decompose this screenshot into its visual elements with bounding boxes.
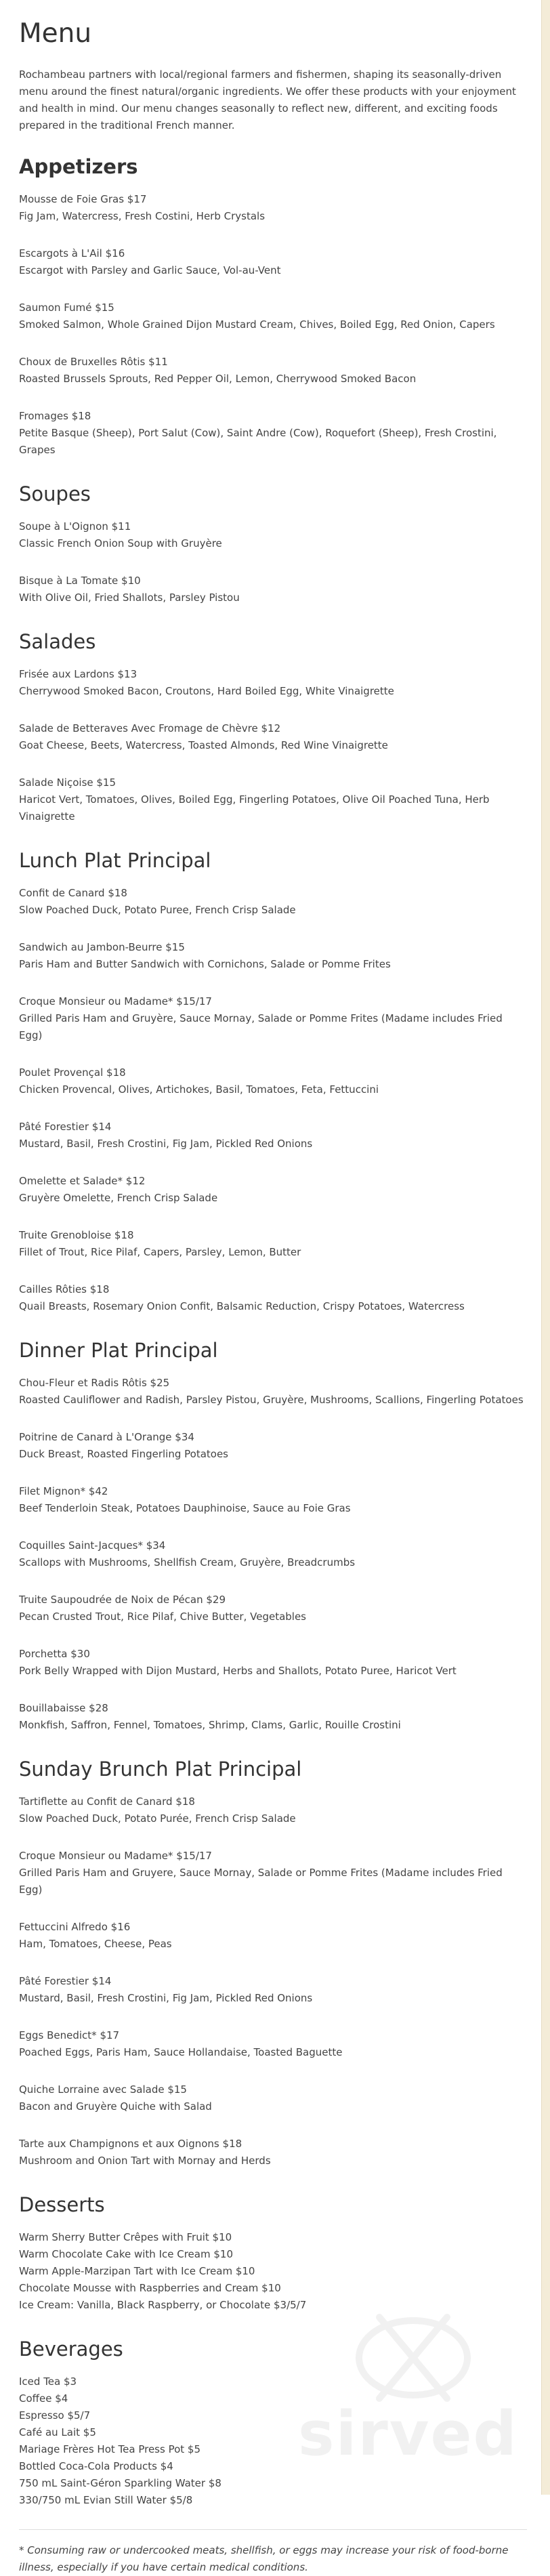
section-title: Lunch Plat Principal — [19, 849, 211, 872]
beverages-line: Iced Tea $3 — [19, 2375, 77, 2388]
menu-item-name: Bisque à La Tomate $10 — [19, 575, 141, 587]
menu-section — [19, 846, 527, 1315]
menu-item-name: Omelette et Salade* $12 — [19, 1175, 146, 1187]
desserts-line: Ice Cream: Vanilla, Black Raspberry, or Chocolate $3/5/7 — [19, 2299, 307, 2311]
menu-item-description: Pecan Crusted Trout, Rice Pilaf, Chive Butter, Vegetables — [19, 1611, 306, 1623]
menu-item-description: Mushroom and Onion Tart with Mornay and Herds — [19, 2155, 271, 2167]
menu-item-name: Truite Grenobloise $18 — [19, 1229, 134, 1241]
beverages-line: Bottled Coca-Cola Products $4 — [19, 2460, 173, 2472]
menu-item-name: Quiche Lorraine avec Salade $15 — [19, 2083, 187, 2096]
menu-item-description: Petite Basque (Sheep), Port Salut (Cow), Saint Andre (Cow), Roquefort (Sheep), Fresh Crostini, Grapes — [19, 427, 497, 456]
menu-item-name: Tartiflette au Confit de Canard $18 — [19, 1795, 195, 1808]
menu-item-name: Coquilles Saint-Jacques* $34 — [19, 1539, 166, 1552]
menu-item-description: Fig Jam, Watercress, Fresh Costini, Herb Crystals — [19, 210, 266, 222]
menu-item — [19, 1281, 527, 1315]
menu-item-description: Slow Poached Duck, Potato Purée, French Crisp Salade — [19, 1812, 296, 1825]
menu-section — [19, 1335, 527, 1734]
menu-item-description: Goat Cheese, Beets, Watercress, Toasted Almonds, Red Wine Vinaigrette — [19, 739, 388, 751]
menu-item-name: Frisée aux Lardons $13 — [19, 668, 138, 680]
menu-sections — [19, 152, 527, 2169]
menu-item-name: Eggs Benedict* $17 — [19, 2029, 120, 2041]
menu-item-description: Grilled Paris Ham and Gruyère, Sauce Mornay, Salade or Pomme Frites (Madame includes Fried Egg) — [19, 1012, 503, 1041]
fork-knife-icon — [298, 2297, 515, 2412]
menu-item — [19, 1592, 527, 1625]
menu-item-name: Bouillabaisse $28 — [19, 1702, 108, 1714]
beverages-line: Mariage Frères Hot Tea Press Pot $5 — [19, 2443, 201, 2455]
menu-item — [19, 2136, 527, 2169]
menu-item-name: Croque Monsieur ou Madame* $15/17 — [19, 1850, 212, 1862]
menu-item-name: Soupe à L'Oignon $11 — [19, 520, 131, 533]
menu-item — [19, 1848, 527, 1898]
menu-item-description: Pork Belly Wrapped with Dijon Mustard, Herbs and Shallots, Potato Puree, Haricot Vert — [19, 1665, 457, 1677]
menu-item-description: Paris Ham and Butter Sandwich with Cornichons, Salade or Pomme Frites — [19, 958, 391, 970]
menu-item-description: Escargot with Parsley and Garlic Sauce, Vol-au-Vent — [19, 264, 281, 276]
section-title: Appetizers — [19, 155, 138, 178]
menu-item — [19, 885, 527, 919]
menu-item — [19, 2081, 527, 2115]
menu-item-name: Chou-Fleur et Radis Rôtis $25 — [19, 1377, 170, 1389]
menu-item-description: Roasted Brussels Sprouts, Red Pepper Oil, Lemon, Cherrywood Smoked Bacon — [19, 373, 417, 385]
menu-item — [19, 1483, 527, 1517]
menu-item-name: Choux de Bruxelles Rôtis $11 — [19, 356, 168, 368]
menu-item-name: Pâté Forestier $14 — [19, 1121, 112, 1133]
menu-item-description: Beef Tenderloin Steak, Potatoes Dauphinoise, Sauce au Foie Gras — [19, 1502, 351, 1514]
menu-item-description: Slow Poached Duck, Potato Puree, French Crisp Salade — [19, 904, 296, 916]
menu-item — [19, 518, 527, 552]
menu-item — [19, 354, 527, 388]
menu-item — [19, 2027, 527, 2061]
beverages-line: 330/750 mL Evian Still Water $5/8 — [19, 2494, 193, 2506]
menu-item-description: Quail Breasts, Rosemary Onion Confit, Balsamic Reduction, Crispy Potatoes, Watercress — [19, 1300, 465, 1312]
page-edge — [541, 0, 550, 2495]
section-title: Salades — [19, 630, 96, 653]
menu-item — [19, 1064, 527, 1098]
menu-item-description: Mustard, Basil, Fresh Crostini, Fig Jam, Pickled Red Onions — [19, 1138, 313, 1150]
menu-section — [19, 1754, 527, 2169]
menu-item-description: Classic French Onion Soup with Gruyère — [19, 537, 222, 549]
menu-item-description: Grilled Paris Ham and Gruyere, Sauce Mornay, Salade or Pomme Frites (Madame includes Fried Egg) — [19, 1867, 503, 1896]
menu-item — [19, 573, 527, 606]
desserts-section — [19, 2190, 527, 2314]
menu-item-description: Mustard, Basil, Fresh Crostini, Fig Jam, Pickled Red Onions — [19, 1992, 313, 2004]
menu-item-description: Haricot Vert, Tomatoes, Olives, Boiled Egg, Fingerling Potatoes, Olive Oil Poached Tuna, Herb Vinaigrette — [19, 793, 490, 823]
menu-section — [19, 479, 527, 606]
beverages-line: Coffee $4 — [19, 2392, 68, 2405]
menu-item — [19, 939, 527, 973]
desserts-line: Warm Apple-Marzipan Tart with Ice Cream $10 — [19, 2265, 255, 2277]
menu-item-description: Roasted Cauliflower and Radish, Parsley Pistou, Gruyère, Mushrooms, Scallions, Fingerling Potatoes — [19, 1394, 524, 1406]
menu-item-description: Fillet of Trout, Rice Pilaf, Capers, Parsley, Lemon, Butter — [19, 1246, 301, 1258]
menu-section — [19, 627, 527, 825]
menu-item — [19, 1973, 527, 2007]
menu-item — [19, 1227, 527, 1261]
menu-item-name: Pâté Forestier $14 — [19, 1975, 112, 1987]
menu-item-description: Bacon and Gruyère Quiche with Salad — [19, 2100, 212, 2113]
menu-item-description: Cherrywood Smoked Bacon, Croutons, Hard Boiled Egg, White Vinaigrette — [19, 685, 394, 697]
menu-item-name: Truite Saupoudrée de Noix de Pécan $29 — [19, 1594, 226, 1606]
menu-item-name: Filet Mignon* $42 — [19, 1485, 108, 1497]
page-title: Menu — [19, 18, 92, 49]
menu-item — [19, 774, 527, 825]
menu-item — [19, 1429, 527, 1463]
menu-item-name: Escargots à L'Ail $16 — [19, 247, 125, 259]
menu-item — [19, 245, 527, 279]
menu-item-name: Porchetta $30 — [19, 1648, 90, 1660]
menu-item-name: Poitrine de Canard à L'Orange $34 — [19, 1431, 194, 1443]
menu-item — [19, 299, 527, 333]
menu-item — [19, 720, 527, 754]
menu-item — [19, 1700, 527, 1734]
menu-item-name: Saumon Fumé $15 — [19, 302, 114, 314]
menu-item — [19, 408, 527, 459]
desserts-line: Chocolate Mousse with Raspberries and Cream $10 — [19, 2282, 281, 2294]
section-title-desserts: Desserts — [19, 2193, 105, 2216]
menu-item — [19, 1537, 527, 1571]
menu-item-name: Confit de Canard $18 — [19, 887, 127, 899]
menu-item-description: With Olive Oil, Fried Shallots, Parsley Pistou — [19, 591, 240, 604]
menu-item — [19, 1173, 527, 1207]
menu-intro: Rochambeau partners with local/regional farmers and fishermen, shaping its seasonally-driven menu around the finest natural/organic ingredients. We offer these products with your enjoyment and health in mind. Our menu changes seasonally to reflect new, different, and exciting foods prepared in the traditional French manner. — [19, 68, 516, 131]
desserts-line: Warm Sherry Butter Crêpes with Fruit $10 — [19, 2231, 232, 2243]
section-title: Dinner Plat Principal — [19, 1339, 218, 1362]
desserts-line: Warm Chocolate Cake with Ice Cream $10 — [19, 2248, 233, 2260]
menu-item-name: Poulet Provençal $18 — [19, 1066, 126, 1079]
menu-section — [19, 152, 527, 459]
sirved-watermark — [298, 2297, 518, 2470]
menu-item — [19, 993, 527, 1044]
menu-item-description: Ham, Tomatoes, Cheese, Peas — [19, 1938, 172, 1950]
menu-item-name: Sandwich au Jambon-Beurre $15 — [19, 941, 185, 953]
menu-item-description: Scallops with Mushrooms, Shellfish Cream, Gruyère, Breadcrumbs — [19, 1556, 356, 1569]
menu-item — [19, 191, 527, 225]
menu-item-name: Mousse de Foie Gras $17 — [19, 193, 147, 205]
beverages-line: Café au Lait $5 — [19, 2426, 96, 2438]
menu-item-name: Cailles Rôties $18 — [19, 1283, 110, 1295]
section-title: Soupes — [19, 482, 91, 505]
beverages-line: Espresso $5/7 — [19, 2409, 91, 2422]
menu-item — [19, 666, 527, 700]
menu-item-name: Croque Monsieur ou Madame* $15/17 — [19, 995, 212, 1007]
menu-item-description: Monkfish, Saffron, Fennel, Tomatoes, Shrimp, Clams, Garlic, Rouille Crostini — [19, 1719, 401, 1731]
menu-item-description: Gruyère Omelette, French Crisp Salade — [19, 1192, 218, 1204]
menu-item-name: Salade de Betteraves Avec Fromage de Chèvre $12 — [19, 722, 281, 734]
menu-item-name: Fromages $18 — [19, 410, 91, 422]
menu-item — [19, 1646, 527, 1680]
menu-item — [19, 1375, 527, 1409]
section-title-beverages: Beverages — [19, 2338, 123, 2361]
section-title: Sunday Brunch Plat Principal — [19, 1758, 302, 1781]
menu-item-description: Poached Eggs, Paris Ham, Sauce Hollandaise, Toasted Baguette — [19, 2046, 343, 2058]
menu-item-description: Smoked Salmon, Whole Grained Dijon Mustard Cream, Chives, Boiled Egg, Red Onion, Capers — [19, 318, 495, 331]
menu-item — [19, 1119, 527, 1152]
menu-item-description: Duck Breast, Roasted Fingerling Potatoes — [19, 1448, 228, 1460]
beverages-line: 750 mL Saint-Géron Sparkling Water $8 — [19, 2477, 221, 2489]
menu-item-name: Salade Niçoise $15 — [19, 776, 117, 789]
menu-item-name: Tarte aux Champignons et aux Oignons $18 — [19, 2138, 242, 2150]
menu-item — [19, 1793, 527, 1827]
menu-item-description: Chicken Provencal, Olives, Artichokes, Basil, Tomatoes, Feta, Fettuccini — [19, 1083, 379, 1096]
menu-item — [19, 1919, 527, 1953]
footnote: * Consuming raw or undercooked meats, shellfish, or eggs may increase your risk of food-borne illness, especially if you have certain medical conditions. — [19, 2529, 527, 2576]
menu-item-name: Fettuccini Alfredo $16 — [19, 1921, 131, 1933]
watermark-text: sirved — [298, 2398, 518, 2470]
